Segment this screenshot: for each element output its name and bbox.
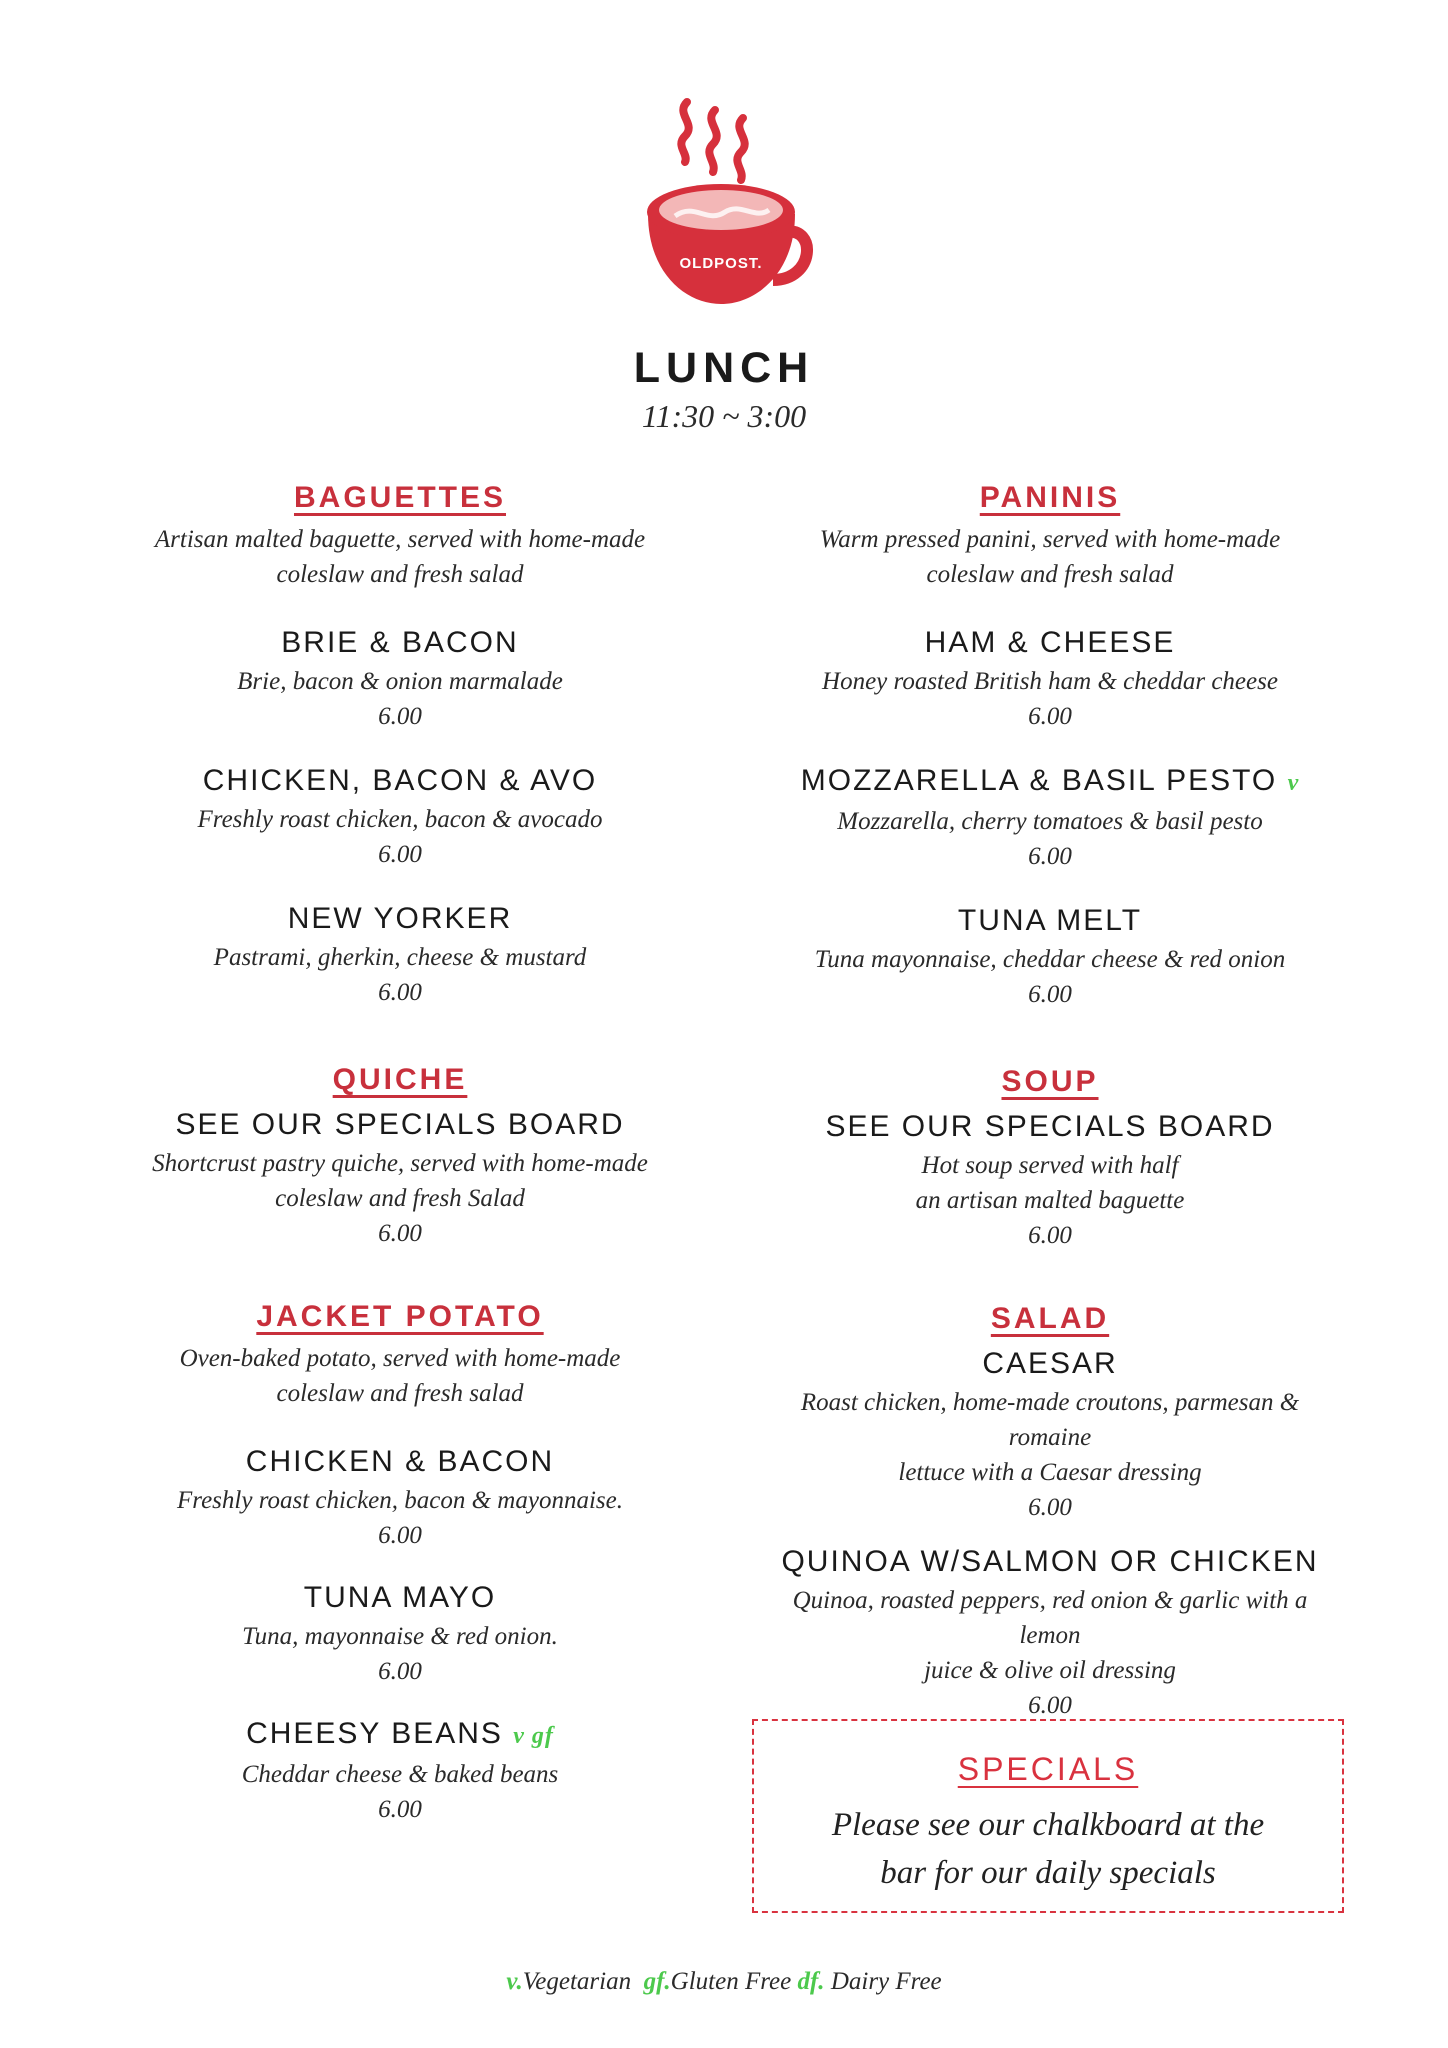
section-description: Hot soup served with half: [921, 1152, 1179, 1179]
specials-box: [752, 1719, 1344, 1913]
section-heading: SOUP: [1001, 1065, 1099, 1098]
menu-item-desc: Quinoa, roasted peppers, red onion & garlic with a lemon: [792, 1587, 1308, 1649]
menu-item-price: 6.00: [378, 1796, 422, 1823]
menu-item-desc: Freshly roast chicken, bacon & avocado: [197, 806, 603, 833]
service-hours: 11:30 ~ 3:00: [641, 398, 807, 434]
menu-item-name: CHICKEN, BACON & AVO: [202, 764, 598, 797]
steam-icon: [681, 102, 688, 162]
menu-item-desc: Tuna, mayonnaise & red onion.: [242, 1623, 558, 1650]
menu-item-desc: Honey roasted British ham & cheddar cheese: [822, 668, 1278, 695]
steam-icon: [737, 118, 744, 180]
menu-item-desc: Brie, bacon & onion marmalade: [237, 668, 563, 695]
menu-item-desc: lettuce with a Caesar dressing: [898, 1459, 1202, 1486]
menu-title: LUNCH: [633, 344, 815, 392]
menu-item-desc: Cheddar cheese & baked beans: [241, 1761, 559, 1788]
menu-item-name: HAM & CHEESE: [924, 626, 1176, 659]
section-heading: SALAD: [990, 1302, 1110, 1335]
section-quiche: [130, 1060, 670, 1251]
legend-key-gluten-free: gf.: [643, 1968, 671, 1995]
dietary-legend: [0, 1968, 1448, 1996]
section-description: an artisan malted baguette: [915, 1187, 1185, 1214]
menu-item-price: 6.00: [378, 703, 422, 730]
section-heading: JACKET POTATO: [256, 1300, 544, 1333]
menu-item-name: BRIE & BACON: [281, 626, 519, 659]
menu-item-price: 6.00: [1028, 1692, 1072, 1719]
left-column: [130, 478, 670, 1827]
specials-text: [754, 1801, 1342, 1897]
menu-item-price: 6.00: [378, 1220, 422, 1247]
menu-item-price: 6.00: [378, 1658, 422, 1685]
menu-item-name: CAESAR: [982, 1347, 1118, 1380]
menu-item-price: 6.00: [378, 1522, 422, 1549]
menu-item-name: TUNA MAYO: [303, 1581, 497, 1614]
menu-item-price: 6.00: [1028, 1222, 1072, 1249]
menu-item-name: [130, 1713, 670, 1757]
section-heading: QUICHE: [332, 1063, 468, 1096]
specials-line: bar for our daily specials: [880, 1855, 1216, 1891]
section-jacket-potato: [130, 1297, 670, 1827]
right-column: [760, 478, 1340, 1723]
steam-icon: [709, 110, 716, 172]
menu-item-desc: Roast chicken, home-made croutons, parmesan & romaine: [800, 1389, 1300, 1451]
legend-label-dairy-free: Dairy Free: [830, 1968, 942, 1995]
menu-item-price: 6.00: [1028, 703, 1072, 730]
section-description: coleslaw and fresh salad: [276, 1380, 524, 1407]
section-salad: [760, 1299, 1340, 1723]
section-description: coleslaw and fresh salad: [276, 561, 524, 588]
section-description: Shortcrust pastry quiche, served with home-made: [152, 1150, 648, 1177]
menu-item-price: 6.00: [378, 979, 422, 1006]
menu-item-name-text: CHEESY BEANS: [246, 1717, 503, 1750]
menu-item-name: CHICKEN & BACON: [245, 1445, 555, 1478]
menu-item-name: TUNA MELT: [957, 904, 1143, 937]
dietary-tag: v gf: [513, 1723, 554, 1749]
specials-line: Please see our chalkboard at the: [831, 1807, 1265, 1843]
menu-item-name: SEE OUR SPECIALS BOARD: [825, 1110, 1275, 1143]
menu-item-name: SEE OUR SPECIALS BOARD: [175, 1108, 625, 1141]
menu-item-desc: Tuna mayonnaise, cheddar cheese & red onion: [814, 946, 1286, 973]
dietary-tag: v: [1287, 770, 1300, 796]
menu-item-price: 6.00: [1028, 981, 1072, 1008]
section-soup: [760, 1062, 1340, 1253]
section-baguettes: [130, 478, 670, 1010]
section-paninis: [760, 478, 1340, 1012]
menu-item-price: 6.00: [1028, 843, 1072, 870]
menu-item-price: 6.00: [378, 841, 422, 868]
menu-item-desc: Mozzarella, cherry tomatoes & basil pesto: [837, 808, 1263, 835]
section-description: Warm pressed panini, served with home-made: [819, 526, 1281, 553]
menu-item-price: 6.00: [1028, 1494, 1072, 1521]
specials-heading: SPECIALS: [957, 1751, 1139, 1787]
section-heading: PANINIS: [979, 481, 1121, 514]
menu-item-desc: Freshly roast chicken, bacon & mayonnaise.: [177, 1487, 623, 1514]
legend-label-vegetarian: Vegetarian: [522, 1968, 632, 1995]
legend-label-gluten-free: Gluten Free: [670, 1968, 792, 1995]
section-description: Oven-baked potato, served with home-made: [179, 1345, 621, 1372]
section-description: coleslaw and fresh salad: [926, 561, 1174, 588]
oldpost-cup-logo: [645, 96, 815, 306]
section-heading: BAGUETTES: [293, 481, 506, 514]
section-description: coleslaw and fresh Salad: [275, 1185, 525, 1212]
menu-item-name: QUINOA W/SALMON OR CHICKEN: [781, 1545, 1319, 1578]
legend-key-vegetarian: v.: [506, 1968, 523, 1995]
menu-item-desc: juice & olive oil dressing: [924, 1657, 1176, 1684]
menu-item-name: [760, 760, 1340, 804]
section-description: Artisan malted baguette, served with home-made: [154, 526, 646, 553]
menu-item-name: NEW YORKER: [287, 902, 513, 935]
logo-text: OLDPOST.: [679, 255, 763, 272]
menu-item-name-text: MOZZARELLA & BASIL PESTO: [800, 764, 1278, 797]
legend-key-dairy-free: df.: [797, 1968, 825, 1995]
menu-item-desc: Pastrami, gherkin, cheese & mustard: [213, 944, 587, 971]
